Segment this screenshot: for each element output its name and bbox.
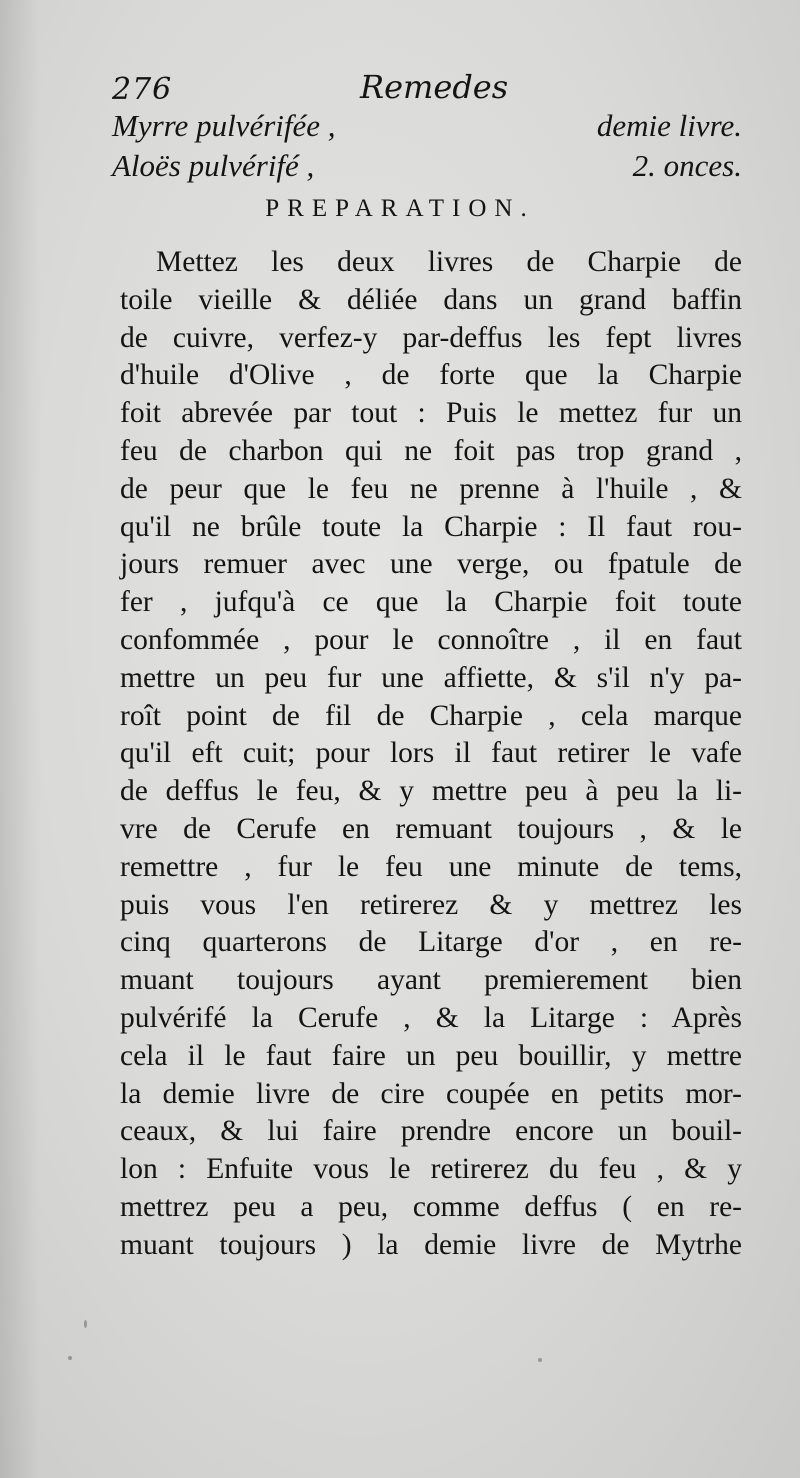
text-line: toile vieille & déliée dans un grand baffin xyxy=(120,283,742,316)
text-line: puis vous l'en retirerez & y mettrez les xyxy=(120,888,742,921)
page-header xyxy=(112,68,752,108)
text-line: jours remuer avec une verge, ou fpatule de xyxy=(120,548,742,581)
text-line: muant toujours ayant premierement bien xyxy=(120,964,742,997)
text-line: de deffus le feu, & y mettre peu à peu la li- xyxy=(120,775,742,808)
text-line: roît point de fil de Charpie , cela marque xyxy=(120,699,742,732)
text-line: mettrez peu a peu, comme deffus ( en re- xyxy=(120,1190,742,1223)
paper-speck xyxy=(538,1358,542,1362)
text-line: Mettez les deux livres de Charpie de xyxy=(156,246,742,278)
text-line: d'huile d'Olive , de forte que la Charpie xyxy=(120,359,742,392)
ingredient-name: Myrre pulvérifée , xyxy=(112,108,336,143)
ingredient-line xyxy=(112,148,742,188)
body-paragraph xyxy=(120,244,742,1265)
paper-speck xyxy=(84,1320,87,1328)
ingredient-quantity: demie livre. xyxy=(596,108,742,143)
text-line: cela il le faut faire un peu bouillir, y mettre xyxy=(120,1039,742,1072)
text-line: qu'il ne brûle toute la Charpie : Il faut rou- xyxy=(120,510,742,543)
text-line: de cuivre, verfez-y par-deffus les fept livres xyxy=(120,321,742,354)
text-line: lon : Enfuite vous le retirerez du feu , & y xyxy=(120,1153,742,1186)
text-line: de peur que le feu ne prenne à l'huile , & xyxy=(120,472,742,505)
ingredient-name: Aloës pulvérifé , xyxy=(112,148,315,183)
text-line: remettre , fur le feu une minute de tems, xyxy=(120,850,742,883)
text-line: confommée , pour le connoître , il en faut xyxy=(120,623,742,656)
text-line: foit abrevée par tout : Puis le mettez fur un xyxy=(120,397,742,430)
text-line: qu'il eft cuit; pour lors il faut retirer le vafe xyxy=(120,737,742,770)
running-head: Remedes xyxy=(360,68,509,106)
page-number: 276 xyxy=(112,72,173,107)
text-line: feu de charbon qui ne foit pas trop grand , xyxy=(120,434,742,467)
text-line: fer , jufqu'à ce que la Charpie foit toute xyxy=(120,586,742,619)
text-line: la demie livre de cire coupée en petits mor- xyxy=(120,1077,742,1110)
section-title: PREPARATION. xyxy=(265,195,535,222)
text-line: mettre un peu fur une affiette, & s'il n'y pa- xyxy=(120,661,742,694)
ingredient-line xyxy=(112,108,742,148)
text-line: vre de Cerufe en remuant toujours , & le xyxy=(120,812,742,845)
text-line: pulvérifé la Cerufe , & la Litarge : Après xyxy=(120,1001,742,1034)
text-line: muant toujours ) la demie livre de Mytrhe xyxy=(120,1228,742,1261)
text-line: cinq quarterons de Litarge d'or , en re- xyxy=(120,926,742,959)
paper-speck xyxy=(68,1356,72,1360)
ingredient-quantity: 2. onces. xyxy=(632,148,742,183)
text-line: ceaux, & lui faire prendre encore un bouil- xyxy=(120,1115,742,1148)
